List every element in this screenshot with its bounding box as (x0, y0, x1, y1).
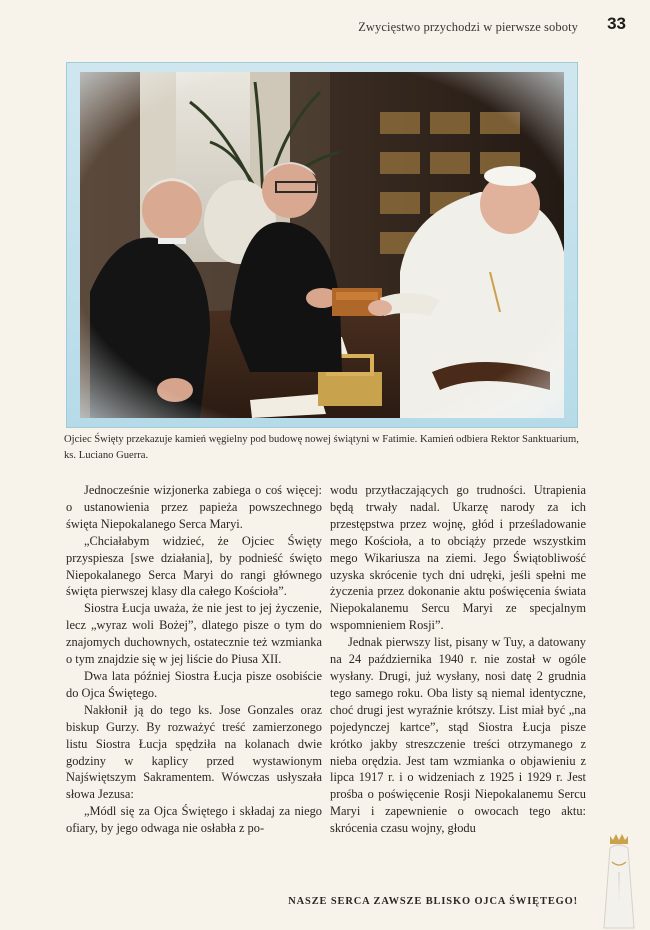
running-title: Zwycięstwo przychodzi w pierwsze soboty (358, 20, 578, 34)
photo-frame (66, 62, 578, 428)
photo-illustration (80, 72, 564, 418)
photo-of-pope-with-priests (80, 72, 564, 418)
article-paragraph: „Chciałabym widzieć, że Ojciec Święty przyspiesza [swe działania], by podnieść święto Niepokalanego Serca Maryi do rangi głównego święta pierwszej klasy dla całego Kościoła”. (66, 533, 322, 599)
page-number: 33 (607, 14, 626, 33)
article-left-column (66, 482, 322, 837)
article-paragraph: Jednak pierwszy list, pisany w Tuy, a datowany na 24 października 1940 r. nie został w ogóle wysłany. Drugi, już wysłany, nosi datę 2 grudnia tego samego roku. Oba listy są niemal identyczne, choć drugi jest wyraźnie krótszy. List miał być „na pojedynczej kartce”, stąd Siostra Łucja pisze krótko jakby streszczenie treści otrzymanego z nieba orędzia. Jest tam wzmianka o objawieniu z lipca 1917 r. i o widzeniach z 1925 i 1929 r. Jest prośba o poświęcenie Rosji Niepokalanemu Sercu Maryi i zapewnienie o owocach tego aktu: skrócenia czasu wojny, głodu (330, 635, 586, 836)
our-lady-of-fatima-statue-icon (598, 832, 640, 930)
article-paragraph: Jednocześnie wizjonerka zabiega o coś więcej: o ustanowienia przez papieża powszechnego święta Niepokalanego Serca Maryi. (66, 483, 322, 531)
article-paragraph: Dwa lata później Siostra Łucja pisze osobiście do Ojca Świętego. (66, 668, 322, 700)
article-paragraph: „Módl się za Ojca Świętego i składaj za niego ofiary, by jego odwaga nie osłabła z po- (66, 804, 322, 836)
article-paragraph: wodu przytłaczających go trudności. Utrapienia będą trwały nadal. Ukarzę narody za ich przestępstwa przez wojnę, głód i prześladowanie mego Kościoła, a to obciąży przede wszystkim mego Wikariusza na ziemi. Jego Świątobliwość uzyska skrócenie tych dni udręki, jeśli spełni me życzenia przez dokonanie aktu poświęcenia świata Niepokalanemu Sercu Maryi ze specjalnym wspomnieniem Rosji”. (330, 483, 586, 633)
article-right-column (330, 482, 586, 837)
footer-banner: NASZE SERCA ZAWSZE BLISKO OJCA ŚWIĘTEGO! (288, 896, 578, 907)
article-paragraph: Siostra Łucja uważa, że nie jest to jej życzenie, lecz „wyraz woli Bożej”, dlatego pisze o tym do znajomych duchownych, ostatecznie też wzmianka o tym znajdzie się w jej liście do Piusa XII. (66, 601, 322, 667)
article-paragraph: Nakłonił ją do tego ks. Jose Gonzales oraz biskup Gurzy. By rozważyć treść zamierzonego listu Siostra Łucja spędziła na kolanach dwie godziny w kaplicy przed wystawionym Najświętszym Sakramentem. Wówczas usłyszała słowa Jezusa: (66, 702, 322, 802)
photo-caption: Ojciec Święty przekazuje kamień węgielny pod budowę nowej świątyni w Fatimie. Kamień odbiera Rektor Sanktuarium, ks. Luciano Guerra. (64, 434, 579, 461)
